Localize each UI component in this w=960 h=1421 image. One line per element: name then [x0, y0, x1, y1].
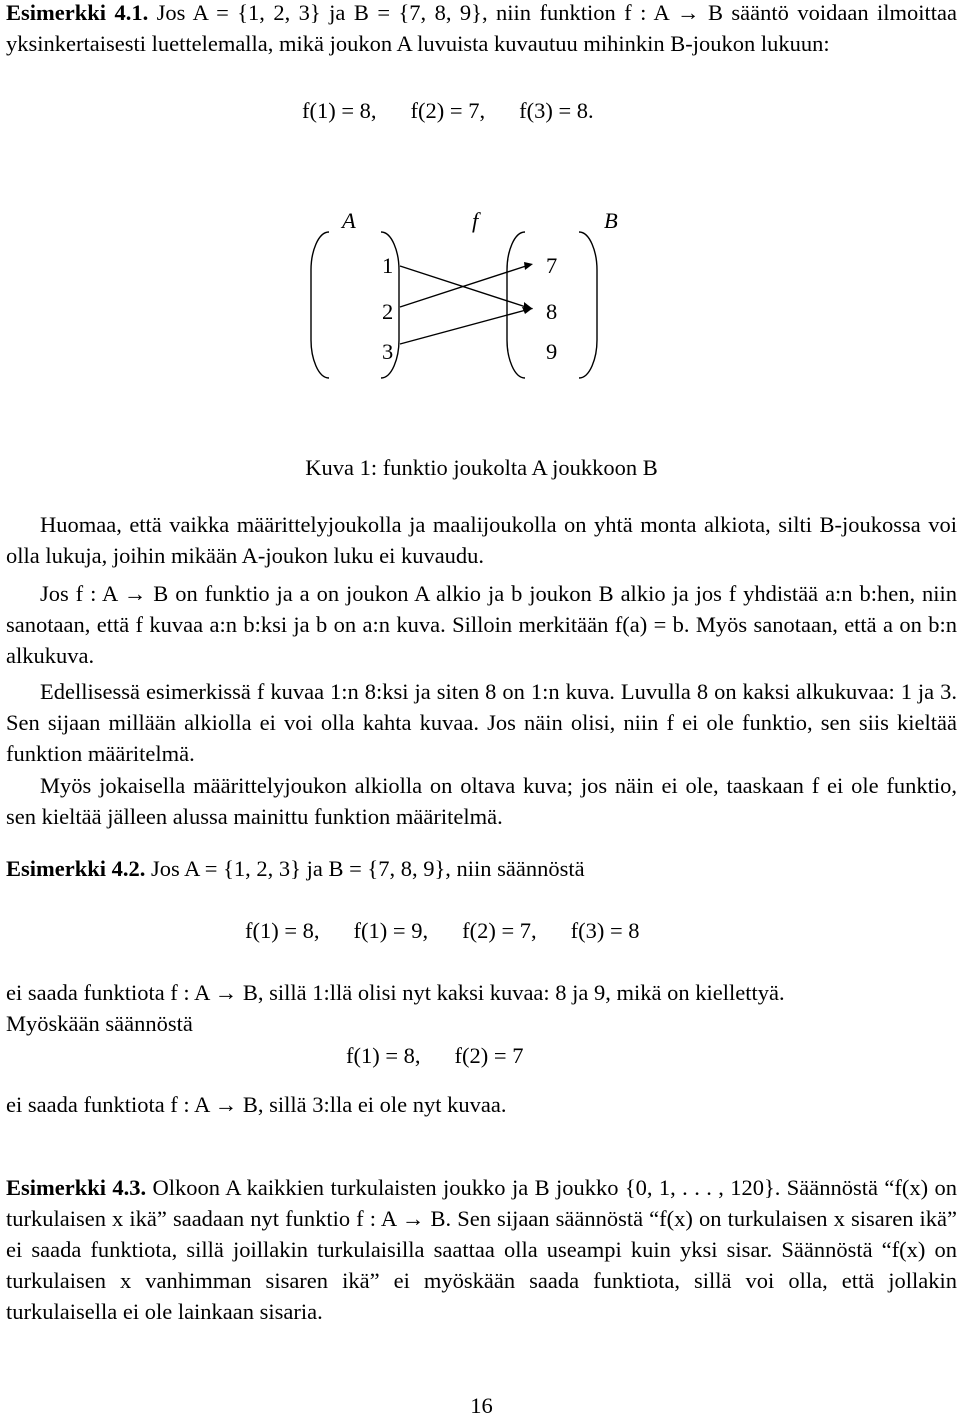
domain-element-3: 3 [382, 339, 394, 364]
example-4-3 [6, 1172, 957, 1327]
paragraph-every-element: Myös jokaisella määrittelyjoukon alkiolla on oltava kuva; jos näin ei ole, taaskaan f ei ole funktio, sen kieltää jälleen alussa mainittu funktion määritelmä. [6, 773, 957, 829]
paragraph-note-line2: B-joukossa voi olla lukuja, joihin mikään A-joukon luku ei kuvaudu. [6, 512, 957, 568]
arrowhead-7 [524, 262, 533, 270]
codomain-element-8: 8 [546, 299, 558, 324]
example-4-2-equation-1 [245, 915, 640, 946]
figure-caption: Kuva 1: funktio joukolta A joukkoon B [305, 455, 658, 480]
eq-f3: f(3) = 8. [519, 98, 594, 123]
paragraph-example-discussion: Edellisessä esimerkissä f kuvaa 1:n 8:ksi ja siten 8 on 1:n kuva. Luvulla 8 on kaksi alkukuvaa: 1 ja 3. Sen sijaan millään alkiolla ei voi olla kahta kuvaa. Jos näin olisi, niin f ei ole funktio, sen siis kieltää funktion määritelmä. [6, 679, 957, 766]
eq2-part1: f(1) = 8, [346, 1043, 421, 1068]
paragraph-note [6, 509, 957, 571]
eq1-part1: f(1) = 8, [245, 918, 320, 943]
eq1-part4: f(3) = 8 [570, 918, 640, 943]
codomain-element-9: 9 [546, 339, 558, 364]
example-4-3-text: Olkoon A kaikkien turkulaisten joukko ja B joukko {0, 1, . . . , 120}. Säännöstä “f(x) on turkulaisen x ikä” saadaan nyt funktio f : A → B. Sen sijaan säännöstä “f(x) on turkulaisen x sisaren ikä” ei saada funktiota, sillä joillakin turkulaisilla saattaa olla useampi kuin yksi sisar. Säännöstä “f(x) on turkulaisen x vanhimman sisaren ikä” ei myöskään saada funktiota, sillä voi olla, että jollakin turkulaisella ei ole lainkaan sisaria. [6, 1175, 958, 1324]
example-4-2-after-1: ei saada funktiota f : A → B, sillä 1:llä olisi nyt kaksi kuvaa: 8 ja 9, mikä on kiellettyä. [6, 980, 785, 1005]
example-4-1-text: Jos A = {1, 2, 3} ja B = {7, 8, 9}, niin funktion f : A → B sääntö voidaan ilmoittaa yksinkertaisesti luettelemalla, mikä joukon A luvuista kuvautuu mihinkin B-joukon lukuun: [6, 0, 957, 56]
domain-element-2: 2 [382, 299, 394, 324]
mapping-diagram [6, 0, 957, 470]
paragraph-definition: Jos f : A → B on funktio ja a on joukon A alkio ja b joukon B alkio ja jos f yhdistää a:n b:hen, niin sanotaan, että f kuvaa a:n b:ksi ja b on a:n kuva. Silloin merkitään f(a) = b. Myös sanotaan, että a on b:n alkukuva. [6, 581, 957, 668]
eq-f2: f(2) = 7, [410, 98, 486, 123]
function-label: f [472, 208, 479, 233]
eq1-part2: f(1) = 9, [353, 918, 429, 943]
codomain-element-7: 7 [546, 253, 558, 278]
example-4-2-intro [6, 853, 957, 884]
eq-f1: f(1) = 8, [302, 98, 377, 123]
example-4-2-after-2: ei saada funktiota f : A → B, sillä 3:lla ei ole nyt kuvaa. [6, 1092, 507, 1117]
page-number: 16 [470, 1393, 493, 1418]
arrowhead-8b [522, 307, 533, 314]
eq2-part2: f(2) = 7 [454, 1043, 524, 1068]
example-4-2-text: Jos A = {1, 2, 3} ja B = {7, 8, 9}, niin säännöstä [151, 856, 585, 881]
set-b-label: B [604, 208, 618, 233]
example-4-1-label: Esimerkki 4.1. [6, 0, 149, 25]
paragraph-note-line1: Huomaa, että vaikka määrittelyjoukolla ja maalijoukolla on yhtä monta alkiota, silti [40, 512, 813, 537]
eq1-part3: f(2) = 7, [462, 918, 537, 943]
example-4-2-after-1b: Myöskään säännöstä [6, 1011, 193, 1036]
domain-element-1: 1 [382, 253, 394, 278]
set-a-label: A [342, 208, 356, 233]
example-4-3-label: Esimerkki 4.3. [6, 1175, 147, 1200]
example-4-2-label: Esimerkki 4.2. [6, 856, 146, 881]
example-4-2-equation-2 [346, 1040, 523, 1071]
